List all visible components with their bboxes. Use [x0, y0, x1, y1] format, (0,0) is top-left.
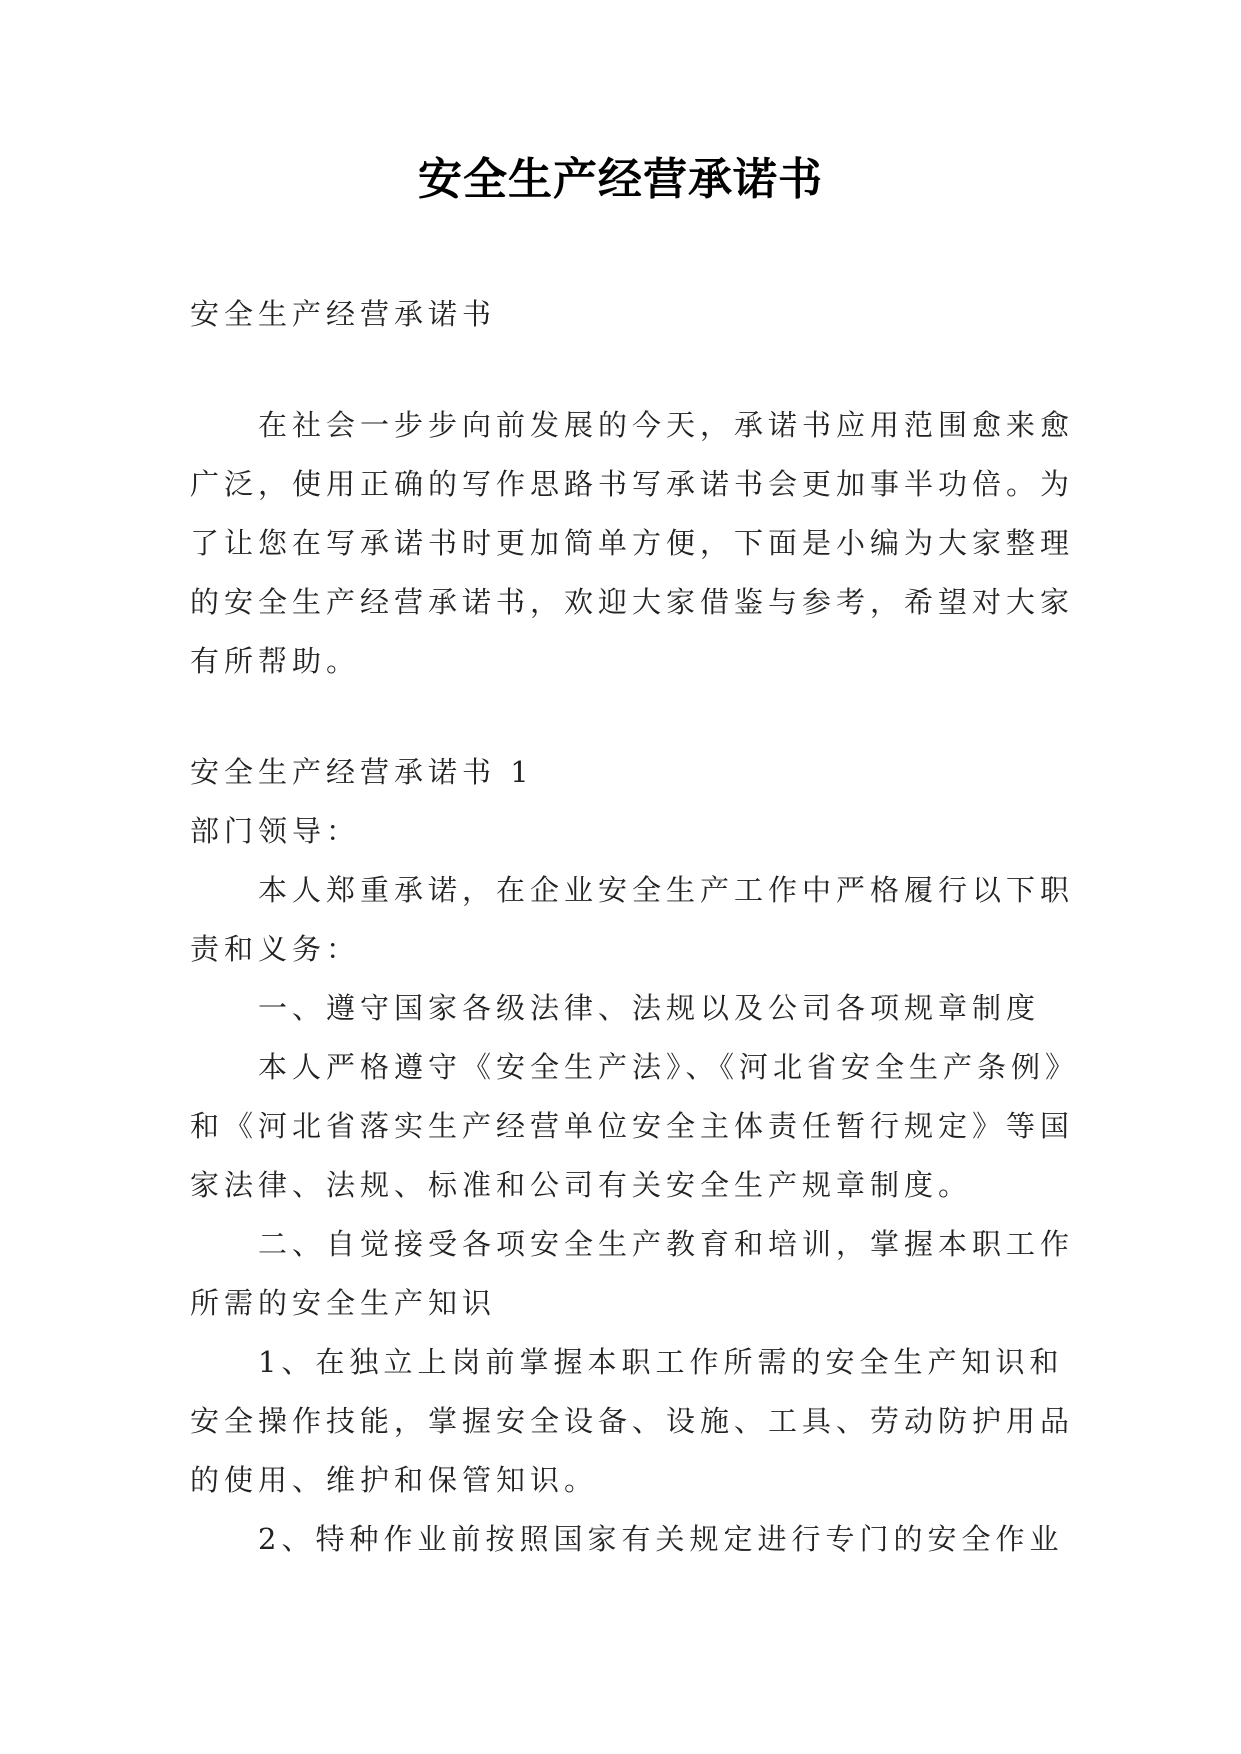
salutation: 部门领导：	[190, 814, 361, 848]
spacer	[190, 691, 1060, 743]
document-title: 安全生产经营承诺书	[418, 154, 823, 205]
body-line: 所需的安全生产知识	[190, 1286, 497, 1320]
intro-paragraph-line: 广泛，使用正确的写作思路书写承诺书会更加事半功倍。为	[190, 467, 1075, 501]
body-line: 和《河北省落实生产经营单位安全主体责任暂行规定》等国	[190, 1109, 1075, 1143]
body-line: 本人郑重承诺，在企业安全生产工作中严格履行以下职	[258, 873, 1075, 907]
body-line: 家法律、法规、标准和公司有关安全生产规章制度。	[190, 1168, 973, 1202]
body-line: 1、在独立上岗前掌握本职工作所需的安全生产知识和	[258, 1345, 1064, 1379]
body-line: 一、遵守国家各级法律、法规以及公司各项规章制度	[258, 991, 1041, 1025]
body-line: 本人严格遵守《安全生产法》、《河北省安全生产条例》	[258, 1050, 1080, 1084]
spacer	[190, 344, 1060, 396]
intro-paragraph-line: 了让您在写承诺书时更加简单方便，下面是小编为大家整理	[190, 526, 1075, 560]
body-line: 的使用、维护和保管知识。	[190, 1463, 599, 1497]
section-heading: 安全生产经营承诺书 1	[190, 755, 534, 789]
intro-paragraph-line: 在社会一步步向前发展的今天，承诺书应用范围愈来愈	[258, 408, 1075, 442]
intro-paragraph-line: 有所帮助。	[190, 644, 361, 678]
document-subtitle: 安全生产经营承诺书	[190, 297, 497, 331]
intro-paragraph-line: 的安全生产经营承诺书，欢迎大家借鉴与参考，希望对大家	[190, 585, 1075, 619]
body-line: 安全操作技能，掌握安全设备、设施、工具、劳动防护用品	[190, 1404, 1075, 1438]
body-line: 2、特种作业前按照国家有关规定进行专门的安全作业	[258, 1522, 1064, 1556]
body-line: 责和义务：	[190, 932, 361, 966]
body-line: 二、自觉接受各项安全生产教育和培训，掌握本职工作	[258, 1227, 1075, 1261]
document-body	[190, 285, 1080, 1569]
